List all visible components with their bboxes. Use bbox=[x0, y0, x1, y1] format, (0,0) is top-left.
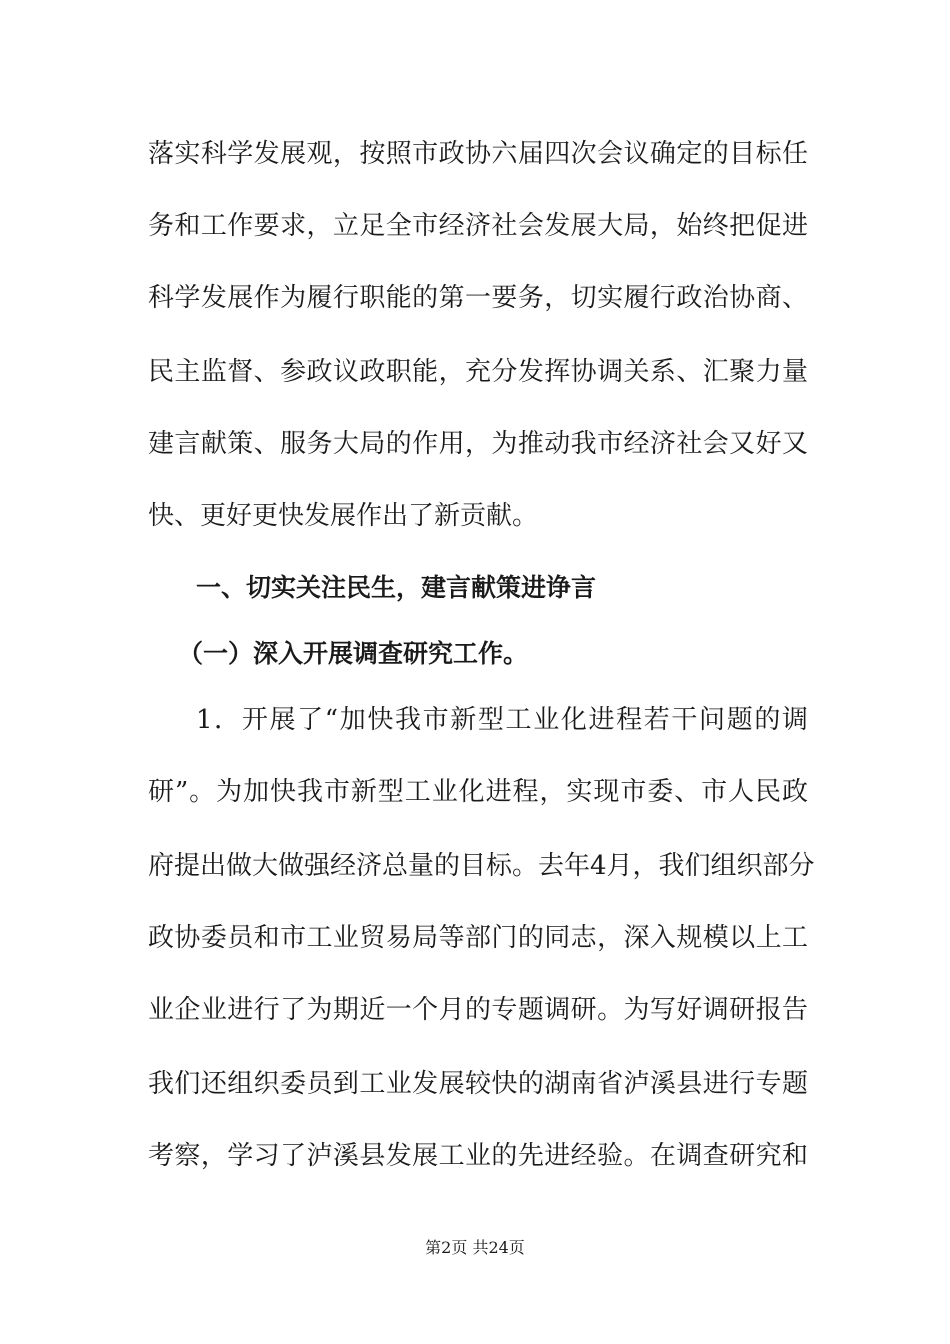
text-line: 落实科学发展观，按照市政协六届四次会议确定的目标任 bbox=[148, 139, 808, 169]
section-heading: 一、切实关注民生，建言献策进诤言 bbox=[196, 573, 597, 602]
text-line: 研”。为加快我市新型工业化进程，实现市委、市人民政 bbox=[148, 777, 808, 807]
text-line: 民主监督、参政议政职能，充分发挥协调关系、汇聚力量 bbox=[148, 357, 808, 387]
text-line: 府提出做大做强经济总量的目标。去年4月，我们组织部分 bbox=[148, 851, 815, 881]
text-line: 科学发展作为履行职能的第一要务，切实履行政治协商、 bbox=[148, 283, 808, 313]
text-line: 建言献策、服务大局的作用，为推动我市经济社会又好又 bbox=[148, 429, 808, 459]
text-line: 考察，学习了泸溪县发展工业的先进经验。在调查研究和 bbox=[148, 1141, 808, 1171]
page-number-footer: 第2页 共24页 bbox=[425, 1238, 525, 1257]
subsection-heading: （一）深入开展调查研究工作。 bbox=[178, 639, 529, 668]
text-line: 1．开展了“加快我市新型工业化进程若干问题的调 bbox=[196, 705, 808, 735]
text-line: 业企业进行了为期近一个月的专题调研。为写好调研报告 bbox=[148, 995, 808, 1025]
text-line: 我们还组织委员到工业发展较快的湖南省泸溪县进行专题 bbox=[148, 1069, 808, 1099]
text-line: 务和工作要求，立足全市经济社会发展大局，始终把促进 bbox=[148, 211, 808, 241]
text-line: 政协委员和市工业贸易局等部门的同志，深入规模以上工 bbox=[148, 923, 808, 953]
text-line: 快、更好更快发展作出了新贡献。 bbox=[148, 501, 539, 531]
